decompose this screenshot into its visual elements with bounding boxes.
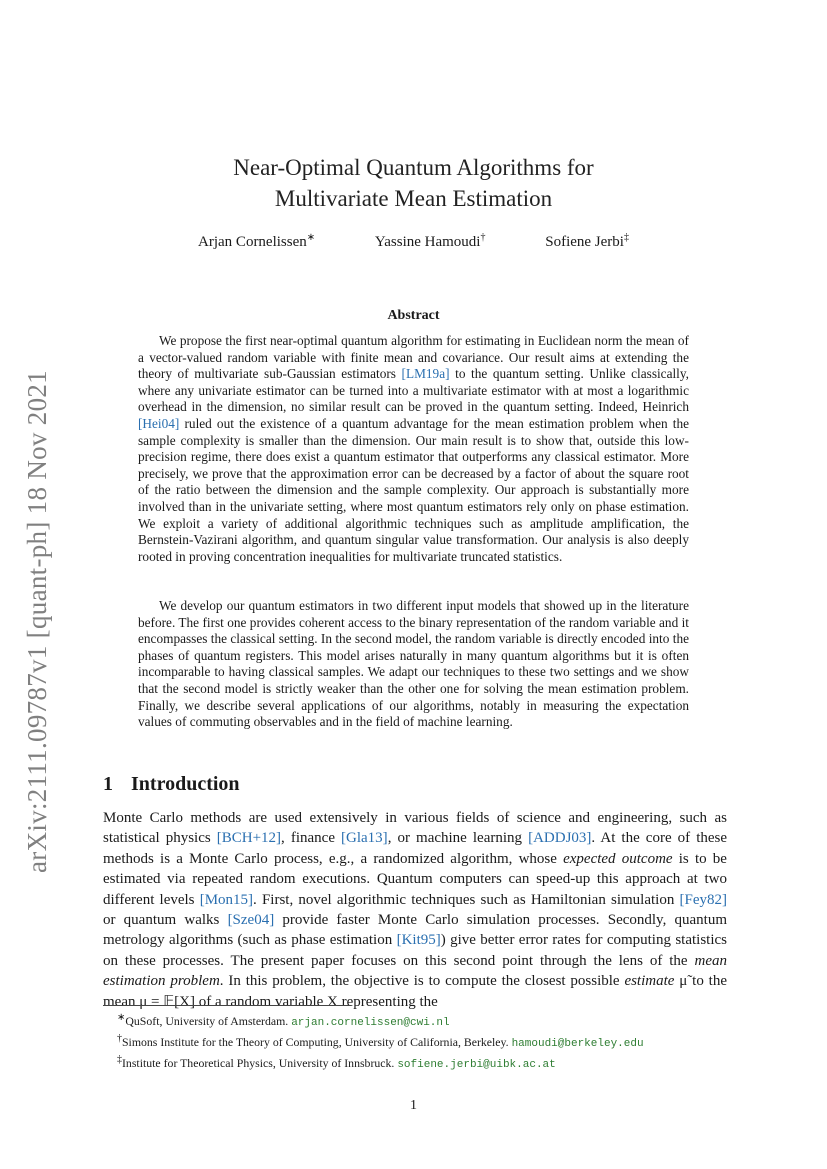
- abstract-heading: Abstract: [387, 308, 440, 323]
- email-link[interactable]: hamoudi@berkeley.edu: [511, 1037, 644, 1050]
- citation-link[interactable]: [Fey82]: [679, 891, 728, 908]
- arxiv-identifier-stamp: arXiv:2111.09787v1 [quant-ph] 18 Nov 2021: [22, 370, 52, 873]
- author-2: Yassine Hamoudi†: [374, 232, 486, 250]
- introduction-paragraph: Monte Carlo methods are used extensively in various fields of science and engineering, such as statistical physics [BCH+12], finance [Gla13], or machine learning [ADDJ03]. At the core of these methods is a Monte Carlo process, e.g., a randomized algorithm, whose expected outcome is to be estimated via repeated random executions. Quantum computers can speed-up this approach at two different levels [Mon15]. First, novel algorithmic techniques such as Hamiltonian simulation [Fey82] or quantum walks [Sze04] provide faster Monte Carlo simulation processes. Secondly, quantum metrology algorithms (such as phase estimation [Kit95]) give better error rates for computing statistics on these processes. The present paper focuses on this second point through the lens of the mean estimation problem. In this problem, the objective is to compute the closest possible estimate μ̃ to the mean μ = 𝔼[X] of a random variable X representing the: [103, 810, 728, 1010]
- abstract-paragraph-1: We propose the first near-optimal quantum algorithm for estimating in Euclidean norm the mean of a vector-valued random variable with finite mean and covariance. Our result aims at extending the theory of multivariate sub-Gaussian estimators [LM19a] to the quantum setting. Unlike classically, where any univariate estimator can be turned into a multivariate estimator with at most a logarithmic overhead in the dimension, no similar result can be proved in the quantum setting. Indeed, Heinrich [Hei04] ruled out the existence of a quantum advantage for the mean estimation problem when the sample complexity is smaller than the dimension. Our main result is to show that, outside this low-precision regime, there does exist a quantum estimator that outperforms any classical estimator. More precisely, we prove that the approximation error can be decreased by a factor of about the square root of the ratio between the dimension and the sample complexity. Our approach is substantially more involved than in the univariate setting, where most quantum estimators rely only on phase estimation. We exploit a variety of additional algorithmic techniques such as amplitude amplification, the Bernstein-Vazirani algorithm, and quantum singular value transformation. Our analysis is also deeply rooted in proving concentration inequalities for multivariate truncated statistics.: [138, 333, 689, 564]
- title-line-2: Multivariate Mean Estimation: [274, 186, 553, 211]
- footnote-1: ∗QuSoft, University of Amsterdam. arjan.cornelissen@cwi.nl: [117, 1012, 450, 1029]
- abstract-paragraph-2: We develop our quantum estimators in two different input models that showed up in the literature before. The first one provides coherent access to the binary representation of the random variable and it encompasses the classical setting. In the second model, the random variable is directly encoded into the phases of quantum registers. This model arises naturally in many quantum algorithms but it is often incomparable to having classical samples. We adapt our techniques to these two settings and we show that the second model is strictly weaker than the other one for solving the mean estimation problem. Finally, we describe several applications of our algorithms, notably in measuring the expectation values of commuting observables and in the field of machine learning.: [138, 598, 689, 730]
- citation-link[interactable]: [Kit95]: [396, 932, 441, 949]
- footnotes: [103, 1010, 743, 1073]
- paper-title: [0, 152, 827, 214]
- citation-link[interactable]: [Gla13]: [341, 830, 388, 847]
- author-list: [0, 232, 827, 251]
- footnote-divider: [103, 1005, 351, 1006]
- footnote-2: †Simons Institute for the Theory of Computing, University of California, Berkeley. hamoudi@berkeley.edu: [117, 1032, 644, 1050]
- email-link[interactable]: sofiene.jerbi@uibk.ac.at: [397, 1058, 556, 1071]
- page-number: 1: [410, 1098, 417, 1113]
- title-line-1: Near-Optimal Quantum Algorithms for: [233, 155, 594, 180]
- author-3: Sofiene Jerbi‡: [545, 232, 629, 250]
- citation-link[interactable]: [ADDJ03]: [528, 830, 592, 847]
- citation-link[interactable]: [Hei04]: [138, 415, 180, 431]
- author-1: Arjan Cornelissen∗: [198, 232, 316, 250]
- citation-link[interactable]: [Mon15]: [199, 891, 254, 908]
- citation-link[interactable]: [BCH+12]: [216, 830, 282, 847]
- footnote-3: ‡Institute for Theoretical Physics, University of Innsbruck. sofiene.jerbi@uibk.ac.at: [117, 1053, 556, 1071]
- email-link[interactable]: arjan.cornelissen@cwi.nl: [291, 1016, 450, 1029]
- section-heading-introduction: 1 Introduction: [103, 773, 240, 795]
- citation-link[interactable]: [Sze04]: [227, 912, 275, 929]
- citation-link[interactable]: [LM19a]: [401, 366, 450, 382]
